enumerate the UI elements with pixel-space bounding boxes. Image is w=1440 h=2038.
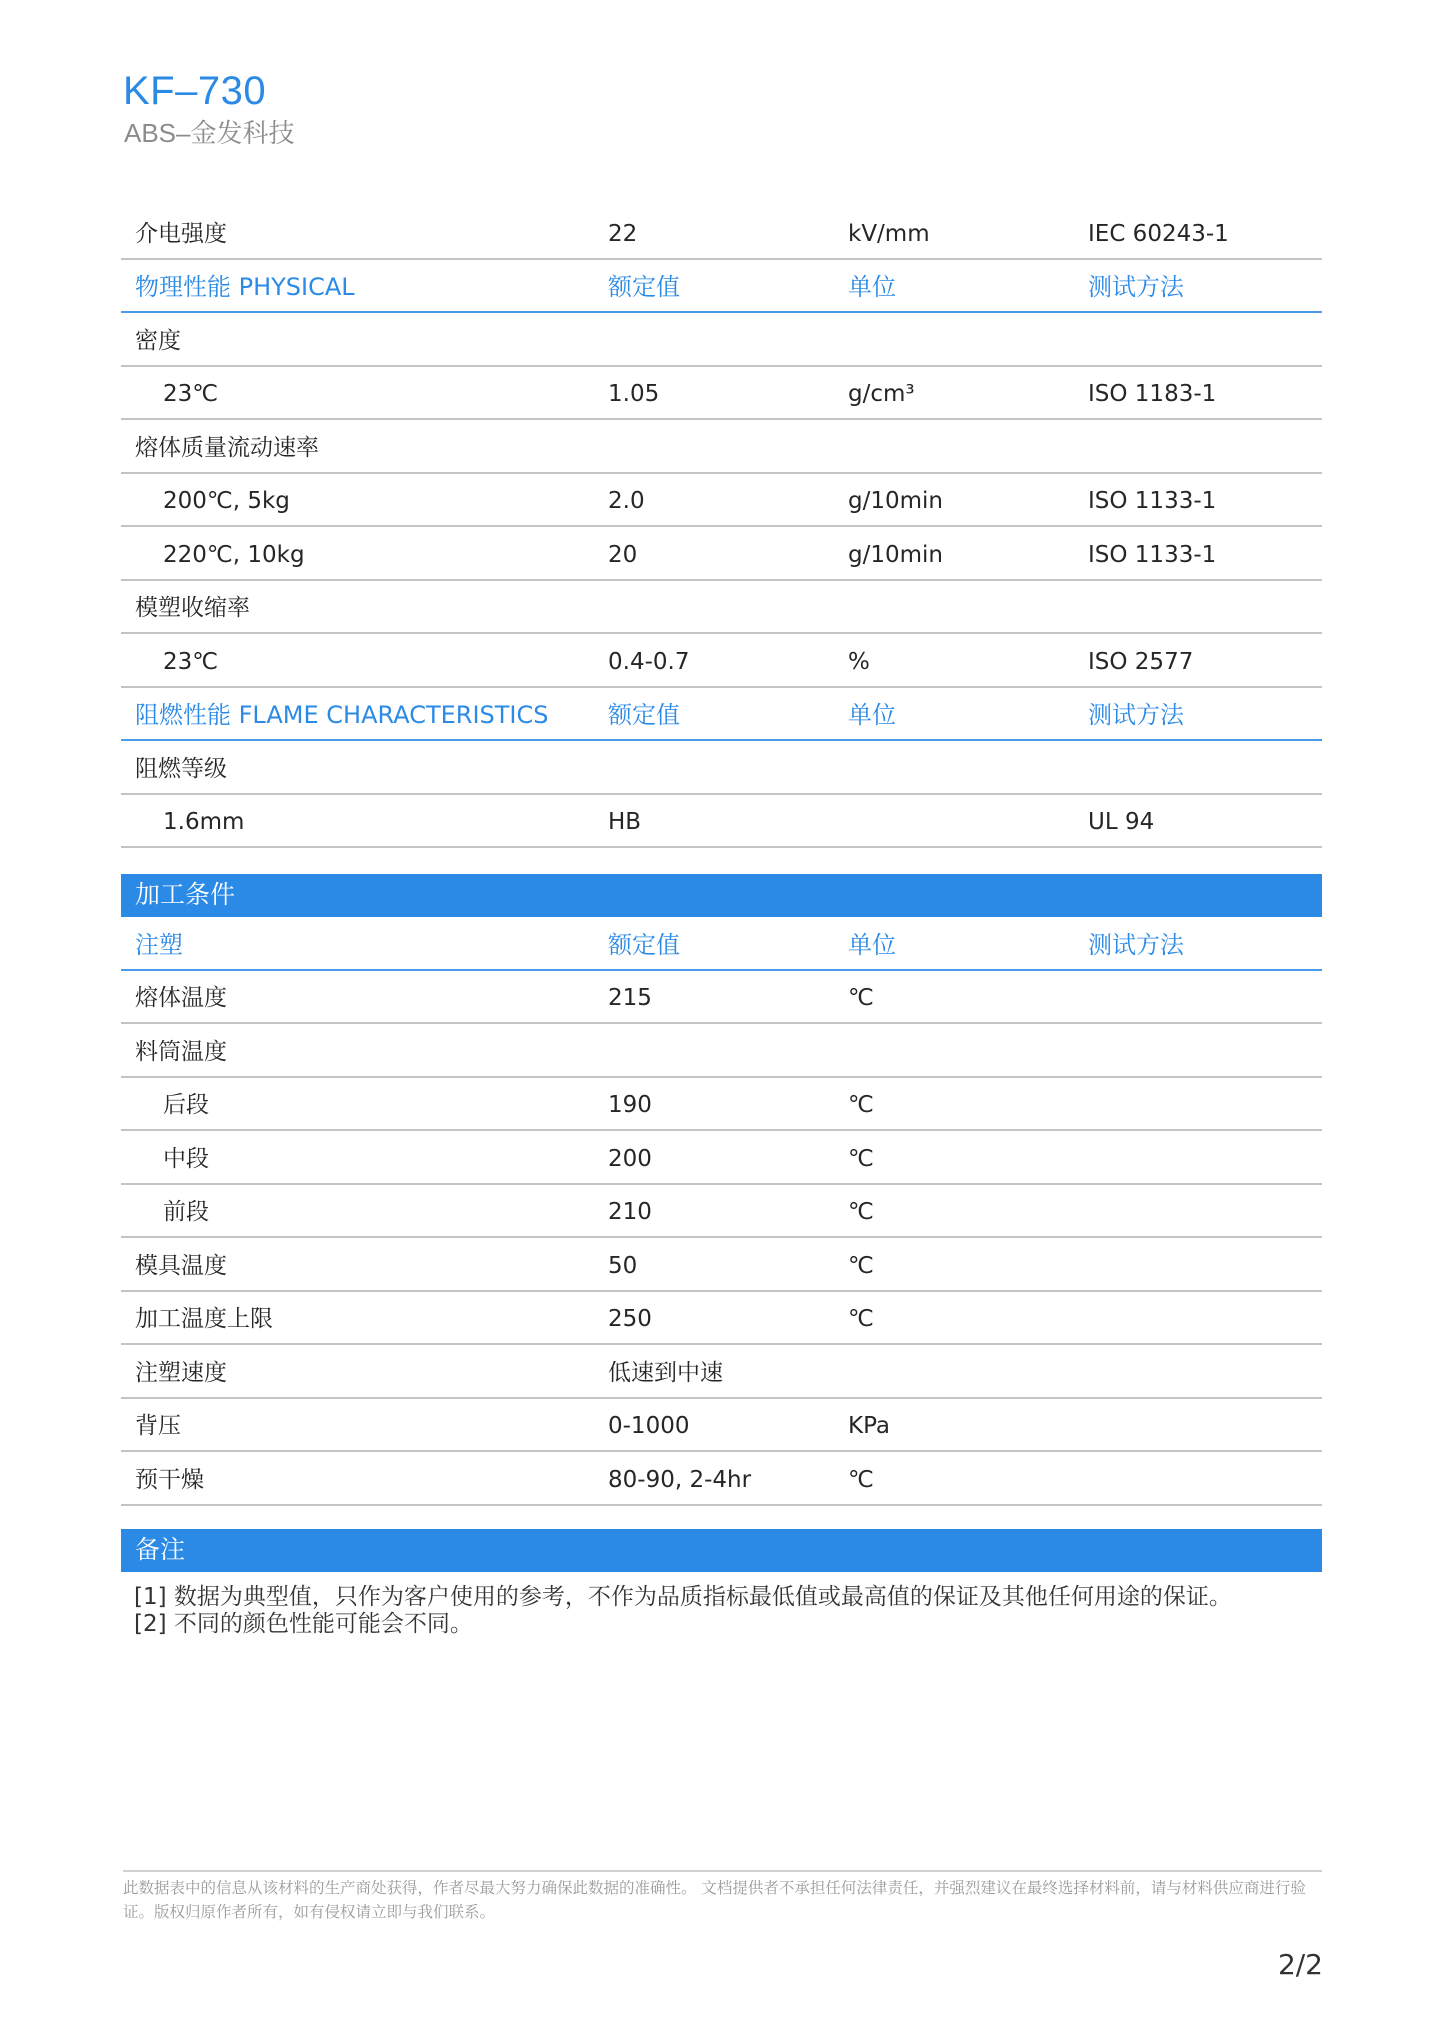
processing-header xyxy=(121,917,1322,971)
property-value: 50 xyxy=(608,1252,638,1279)
column-header-method: 测试方法 xyxy=(1088,273,1184,301)
property-name: 1.6mm xyxy=(163,809,245,835)
property-unit: g/10min xyxy=(848,541,943,568)
property-name: 后段 xyxy=(163,1092,209,1118)
section-heading: 物理性能 PHYSICAL xyxy=(135,273,355,301)
property-value: 200 xyxy=(608,1145,652,1172)
flame-section-header xyxy=(121,688,1322,742)
table-row xyxy=(121,741,1322,795)
property-unit: ℃ xyxy=(848,985,874,1011)
property-unit: kV/mm xyxy=(848,220,930,247)
table-row xyxy=(121,1131,1322,1185)
property-unit: ℃ xyxy=(848,1252,874,1279)
property-unit: ℃ xyxy=(848,1092,874,1118)
property-name: 200℃, 5kg xyxy=(163,488,290,514)
property-unit: g/cm³ xyxy=(848,381,915,407)
property-value: 250 xyxy=(608,1306,652,1332)
property-name: 背压 xyxy=(135,1413,181,1439)
property-method: ISO 1133-1 xyxy=(1088,488,1217,514)
property-name: 熔体温度 xyxy=(135,985,227,1011)
property-name: 23℃ xyxy=(163,648,219,675)
property-unit: ℃ xyxy=(848,1466,874,1493)
property-unit: ℃ xyxy=(848,1306,874,1332)
property-value: 190 xyxy=(608,1092,652,1118)
property-name: 介电强度 xyxy=(135,220,227,247)
property-value: 22 xyxy=(608,220,638,247)
property-method: ISO 1183-1 xyxy=(1088,381,1217,407)
property-name: 220℃, 10kg xyxy=(163,541,305,568)
property-name: 注塑速度 xyxy=(135,1359,227,1386)
property-unit: KPa xyxy=(848,1413,891,1439)
property-value: 20 xyxy=(608,541,638,568)
table-row xyxy=(121,527,1322,581)
table-row xyxy=(121,1292,1322,1346)
table-row xyxy=(121,634,1322,688)
property-name: 密度 xyxy=(135,327,181,354)
property-name: 中段 xyxy=(163,1145,209,1172)
table-row xyxy=(121,1399,1322,1453)
processing-section-title: 加工条件 xyxy=(135,880,236,909)
column-header-value: 额定值 xyxy=(608,273,680,301)
property-name: 23℃ xyxy=(163,381,219,407)
table-row xyxy=(121,1345,1322,1399)
property-unit: % xyxy=(848,648,870,675)
column-header-method: 测试方法 xyxy=(1088,930,1184,959)
property-name: 模塑收缩率 xyxy=(135,595,250,621)
property-name: 前段 xyxy=(163,1199,209,1225)
table-row xyxy=(121,1238,1322,1292)
column-header-unit: 单位 xyxy=(848,701,896,729)
property-value: 0-1000 xyxy=(608,1413,690,1439)
property-method: ISO 1133-1 xyxy=(1088,541,1217,568)
property-unit: ℃ xyxy=(848,1145,874,1172)
section-heading: 注塑 xyxy=(135,930,183,959)
footer-disclaimer: 此数据表中的信息从该材料的生产商处获得，作者尽最大努力确保此数据的准确性。 文档提供者不承担任何法律责任，并强烈建议在最终选择材料前，请与材料供应商进行验证。版权归原作者所有，如有侵权请立即与我们联系。 xyxy=(123,1879,1306,1921)
column-header-value: 额定值 xyxy=(608,930,680,959)
note-item: [2] 不同的颜色性能可能会不同。 xyxy=(134,1611,473,1637)
notes-section-title: 备注 xyxy=(135,1535,186,1564)
property-value: 低速到中速 xyxy=(608,1359,723,1386)
property-name: 料筒温度 xyxy=(135,1038,227,1065)
table-row xyxy=(121,420,1322,474)
property-value: 1.05 xyxy=(608,381,660,407)
property-name: 预干燥 xyxy=(135,1466,204,1493)
table-row xyxy=(121,1452,1322,1506)
property-value: 2.0 xyxy=(608,488,645,514)
processing-table xyxy=(121,917,1322,1506)
table-row xyxy=(121,474,1322,528)
property-unit: ℃ xyxy=(848,1199,874,1225)
notes-list xyxy=(134,1584,1232,1638)
footer-divider xyxy=(123,1870,1322,1872)
processing-section-bar xyxy=(121,874,1322,917)
column-header-unit: 单位 xyxy=(848,273,896,301)
properties-table xyxy=(121,206,1322,848)
property-method: IEC 60243-1 xyxy=(1088,220,1229,247)
section-heading: 阻燃性能 FLAME CHARACTERISTICS xyxy=(135,701,549,729)
table-row xyxy=(121,1078,1322,1132)
page-number: 2/2 xyxy=(1277,1948,1323,1981)
table-row xyxy=(121,206,1322,260)
notes-section-bar xyxy=(121,1529,1322,1572)
property-method: UL 94 xyxy=(1088,809,1155,835)
column-header-value: 额定值 xyxy=(608,701,680,729)
table-row xyxy=(121,1024,1322,1078)
property-name: 熔体质量流动速率 xyxy=(135,434,319,461)
property-value: HB xyxy=(608,809,642,835)
column-header-method: 测试方法 xyxy=(1088,701,1184,729)
table-row xyxy=(121,795,1322,849)
property-value: 210 xyxy=(608,1199,652,1225)
product-subtitle: ABS–金发科技 xyxy=(124,118,295,148)
property-unit: g/10min xyxy=(848,488,943,514)
property-name: 模具温度 xyxy=(135,1252,227,1279)
property-value: 80-90, 2-4hr xyxy=(608,1466,752,1493)
column-header-unit: 单位 xyxy=(848,930,896,959)
table-row xyxy=(121,1185,1322,1239)
product-title: KF–730 xyxy=(123,69,267,113)
physical-section-header xyxy=(121,260,1322,314)
note-item: [1] 数据为典型值，只作为客户使用的参考，不作为品质指标最低值或最高值的保证及其他任何用途的保证。 xyxy=(134,1584,1232,1610)
property-name: 加工温度上限 xyxy=(135,1306,273,1332)
property-name: 阻燃等级 xyxy=(135,755,227,782)
property-value: 0.4-0.7 xyxy=(608,648,690,675)
table-row xyxy=(121,313,1322,367)
table-row xyxy=(121,367,1322,421)
table-row xyxy=(121,971,1322,1025)
property-method: ISO 2577 xyxy=(1088,648,1194,675)
property-value: 215 xyxy=(608,985,652,1011)
table-row xyxy=(121,581,1322,635)
